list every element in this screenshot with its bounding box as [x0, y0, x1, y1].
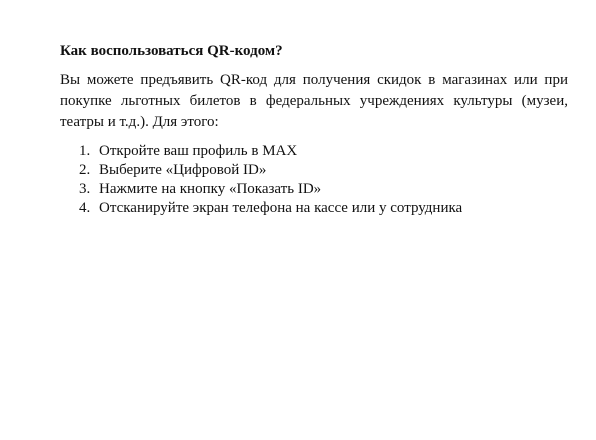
list-item-text: Выберите «Цифровой ID» [99, 162, 267, 178]
steps-list [60, 142, 568, 218]
list-item-number: 3. [79, 181, 91, 197]
list-item-text: Отсканируйте экран телефона на кассе или у сотрудника [99, 200, 463, 216]
list-item-number: 1. [79, 143, 91, 159]
intro-paragraph: Вы можете предъявить QR-код для получения скидок в магазинах или при покупке льготных билетов в федеральных учреждениях культуры (музеи, театры и т.д.). Для этого: [60, 72, 568, 130]
list-item-text: Откройте ваш профиль в MAX [99, 143, 298, 159]
list-item-number: 4. [79, 200, 91, 216]
section-heading: Как воспользоваться QR-кодом? [60, 43, 283, 59]
document-page [60, 40, 568, 218]
list-item [79, 180, 568, 199]
list-item [79, 161, 568, 180]
list-item-number: 2. [79, 162, 91, 178]
list-item [79, 142, 568, 161]
list-item [79, 199, 568, 218]
list-item-text: Нажмите на кнопку «Показать ID» [99, 181, 322, 197]
